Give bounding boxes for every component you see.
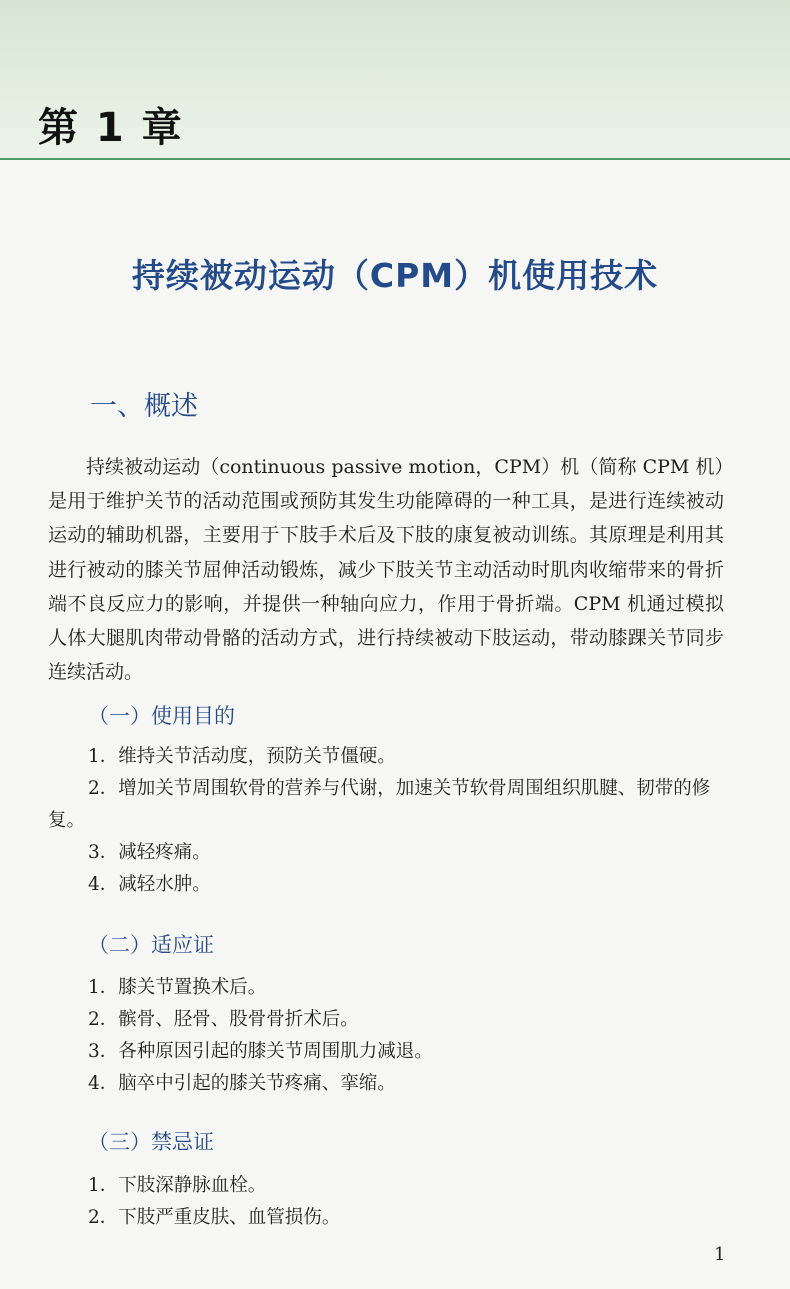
list-item: 1．维持关节活动度，预防关节僵硬。 (88, 746, 396, 767)
subheading-purpose: （一）使用目的 (88, 704, 235, 728)
list-item: 2．增加关节周围软骨的营养与代谢，加速关节软骨周围组织肌腱、韧带的修复。 (48, 778, 711, 831)
page-title: 持续被动运动（CPM）机使用技术 (131, 256, 659, 295)
contraindications-list (48, 1170, 724, 1234)
list-item: 3．各种原因引起的膝关节周围肌力减退。 (88, 1041, 433, 1062)
list-item: 4．脑卒中引起的膝关节疼痛、挛缩。 (88, 1073, 396, 1094)
chapter-label: 第 1 章 (38, 105, 184, 151)
list-item: 4．减轻水肿。 (88, 874, 211, 895)
list-item: 3．减轻疼痛。 (88, 842, 211, 863)
section-heading-overview: 一、概述 (90, 391, 198, 422)
list-item: 1．膝关节置换术后。 (88, 977, 267, 998)
page-number: 1 (714, 1244, 726, 1265)
subheading-contraindications: （三）禁忌证 (88, 1130, 214, 1154)
list-item: 2．髌骨、胫骨、股骨骨折术后。 (88, 1009, 359, 1030)
indications-list (48, 972, 724, 1100)
purpose-list (48, 741, 724, 901)
subheading-indications: （二）适应证 (88, 933, 214, 957)
list-item: 2．下肢严重皮肤、血管损伤。 (88, 1207, 341, 1228)
overview-paragraph: 持续被动运动（continuous passive motion，CPM）机（简称 CPM 机）是用于维护关节的活动范围或预防其发生功能障碍的一种工具，是进行连续被动运动的辅助机器，主要用于下肢手术后及下肢的康复被动训练。其原理是利用其进行被动的膝关节屈伸活动锻炼，减少下肢关节主动活动时肌肉收缩带来的骨折端不良反应力的影响，并提供一种轴向应力，作用于骨折端。CPM 机通过模拟人体大腿肌肉带动骨骼的活动方式，进行持续被动下肢运动，带动膝踝关节同步连续活动。 (48, 456, 724, 684)
list-item: 1．下肢深静脉血栓。 (88, 1175, 267, 1196)
